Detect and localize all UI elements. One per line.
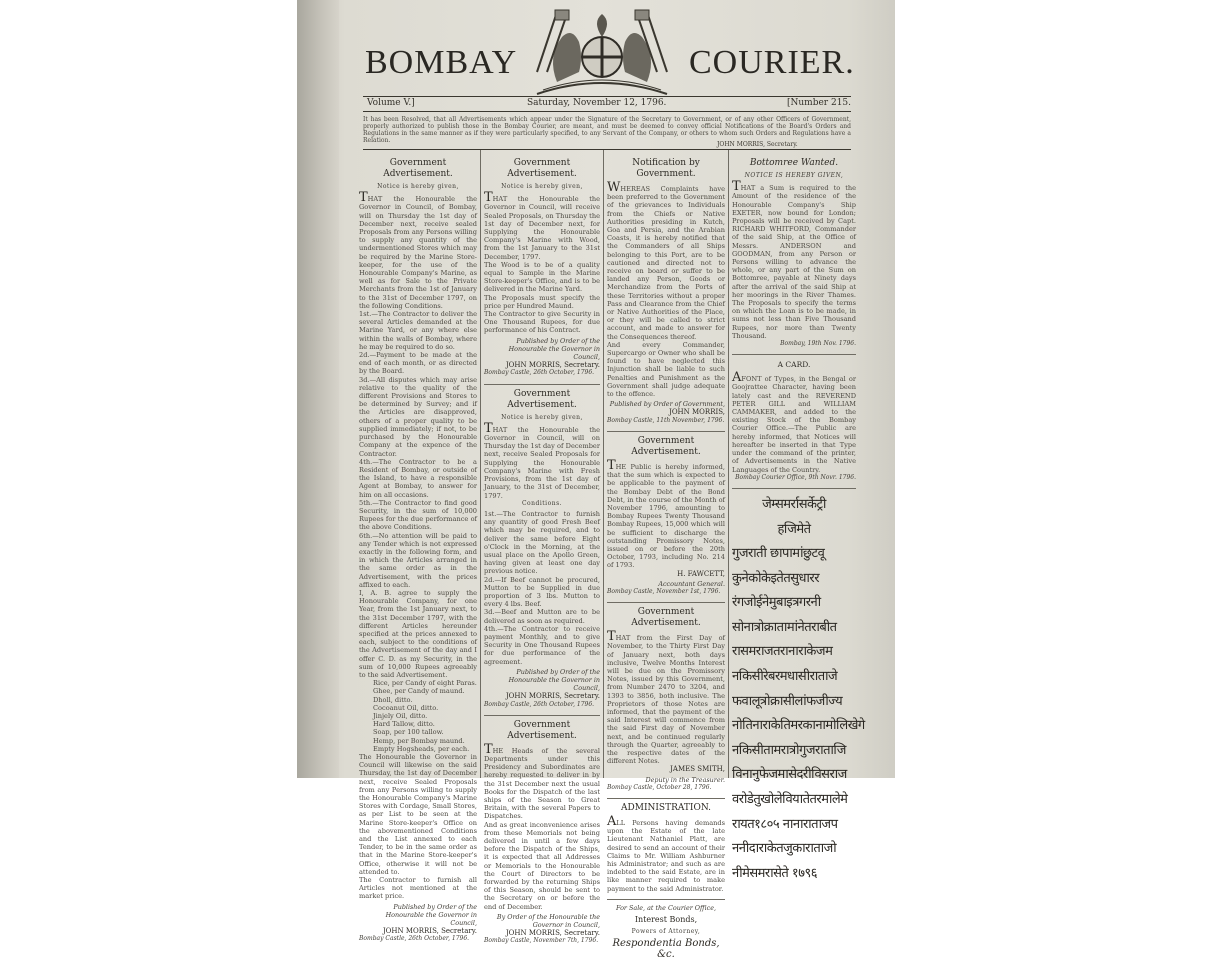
advertisement-body: And as great inconvenience arises from these Memorials not being delivered in until a few days before the Dispatch of the Ships, it is expected that all Addresses or Memorials to the Honourable the Court of Directors to be forwarded by the returning Ships of this Season, should be sent to the Secretary on or before the end of December. (484, 820, 600, 911)
devanagari-line: हजिमेते (777, 521, 811, 537)
advertisement-body: The Contractor to give Security in One Thousand Rupees, for due performance of his Contract. (484, 310, 600, 335)
advertisement-subheading: Notice is hereby given, (377, 183, 459, 190)
section-divider (607, 431, 725, 432)
previous-page-edge (297, 0, 339, 778)
advertisement-place-date: Bombay Castle, November 7th, 1796. (484, 937, 599, 945)
sale-item: Respondentia Bonds, &c. (612, 938, 720, 960)
advertisement-place-date: Bombay Castle, 26th October, 1796. (484, 700, 595, 708)
dateline-rule (363, 111, 851, 112)
advertisement-heading: Notification by Government. (632, 158, 700, 179)
advertisement-body: THAT a Sum is required to the Amount of the residence of the Honourable Company's Ship EXETER, now bound for London; Proposals will be received by Capt. RICHARD WHITFORD, Commander of the said Ship, at the Office of Messrs. ANDERSON and GOODMAN, from any Person or Persons willing to advance the whole, or any part of the Sum on Bottomree, payable at Ninety days after the arrival of the said Ship at her moorings in the River Thames. The Proposals to specify the terms on which the Loan is to be made, in sums not less than Five Thousand Rupees, nor more than Twenty Thousand. (732, 179, 856, 340)
masthead-bombay: BOMBAY (365, 44, 518, 81)
royal-crest-icon (517, 2, 687, 98)
drop-cap: T (732, 179, 741, 195)
advertisement-body: THE Public is hereby informed, that the sum which is expected to be applicable to the payment of the Bombay Debt of the Bond Debt, in the course of the Month of November 1796, amounting to Bombay Rupees Twenty Thousand Bombay Rupees, 15,000 which will be sufficient to discharge the outstanding Promissory Notes, issued on or before the 20th October, 1793, including No. 214 of 1793. (607, 457, 725, 570)
advertisement-signature: Published by Order of the Honourable the Governor in Council, (508, 667, 600, 693)
devanagari-line: कुनेकोकेइतेतसुधारर (732, 570, 820, 586)
advertisement-heading: Government Advertisement. (507, 719, 577, 741)
section-divider (607, 602, 725, 603)
sale-heading: For Sale, at the Courier Office, (615, 903, 717, 912)
devanagari-line: नोतिनाराकेतिमरकानामोलिखेगे (732, 718, 865, 734)
advertisement-body: 2d.—Payment to be made at the end of each month, or as directed by the Board. (359, 351, 477, 376)
drop-cap: T (484, 190, 493, 206)
advertisement-body: 2d.—If Beef cannot be procured, Mutton to be Supplied in due proportion of 3 lbs. Mutton to every 4 lbs. Beef. (484, 575, 600, 609)
advertisement-signature: Published by Order of Government, (609, 400, 725, 409)
advertisement-body: The Proposals must specify the price per Hundred Maund. (484, 293, 600, 310)
advertisement-signature: Deputy in the Treasurer. (645, 775, 725, 784)
item-list (359, 679, 477, 753)
devanagari-line: जेम्समर्रासर्केट्री (762, 496, 826, 512)
sale-notice (607, 904, 725, 960)
devanagari-line: वरोडेतुखोलेवियातेतरमालेमे (732, 792, 848, 808)
devanagari-notice (732, 493, 865, 887)
advertisement-heading: Government Advertisement. (507, 388, 577, 410)
advertisement-heading: Bottomree Wanted. (749, 158, 839, 168)
advertisement-body: THAT from the First Day of November, to the Thirty First Day of January next, both days inclusive, Twelve Months Interest will be due on the Promissory Notes, issued by this Government, from Number 2470 to 3204, and 1393 to 3856, both inclusive. The Proprietors of those Notes are informed, that the payment of the said Interest will commence from the said First day of November next, and be continued regularly through the Quarter, agreeably to the respective dates of the different Notes. (607, 629, 725, 766)
advertisement-heading: A CARD. (777, 360, 811, 370)
masthead-courier: COURIER. (689, 44, 855, 81)
drop-cap: A (732, 370, 742, 386)
list-item: Jinjely Oil, ditto. (373, 712, 428, 720)
advertisement-body: And every Commander, Supercargo or Owner who shall be found to have neglected this Injunction shall be liable to such Penalties and Punishment as the Government shall judge adequate to the offence. (607, 340, 725, 399)
column-2 (484, 156, 600, 945)
newspaper-page (297, 0, 895, 960)
section-divider (607, 798, 725, 799)
masthead-rule (363, 96, 851, 97)
advertisement-body: The Honourable the Governor in Council will likewise on the said Thursday, the 1st day of December next, receive Sealed Proposals from any Persons willing to supply the Honourable Company's Marine Stores with Cordage, Small Stores, as per List to be seen at the Marine Store-keeper's Office on the abovementioned Conditions and the List annexed to each Tender, to be in the same order as that in the Marine Store-keeper's Office, otherwise it will not be attended to. (359, 753, 477, 876)
devanagari-line: फवालूत्रोक्रासीलांफजीज्य (732, 693, 843, 709)
government-advertisement (359, 158, 477, 944)
card-notice (732, 359, 856, 482)
list-item: Hemp, per Bombay maund. (373, 736, 465, 745)
advertisement-body: AFONT of Types, in the Bengal or Goojrattee Character, having been lately cast and the REVEREND PETER GILL and WILLIAM CAMMAKER, and added to the existing Stock of the Bombay Courier Office.—The Public are hereby informed, that Notices will hereafter be inserted in that Type under the command of the printer, of Advertisements in the Native Languages of the Country. (732, 370, 856, 474)
conditions-heading: Conditions. (521, 499, 563, 507)
issue-number: [Number 215. (787, 98, 852, 108)
advertisement-body: THE Heads of the several Departments under this Presidency and Subordinates are hereby requested to deliver in by the 31st December next the usual Books for the Dispatch of the last ships of the Season to Great Britain, with the several Papers to Dispatches. (484, 741, 600, 821)
advertisement-subheading: Notice is hereby given, (501, 413, 583, 421)
signatory-name: JOHN MORRIS, Secretary. (505, 361, 600, 370)
official-notice: It has been Resolved, that all Advertisements which appear under the Signature of the Secretary to Government, or of any other Officers of Government, properly authorized to publish those in the Bombay Courier, are meant, and must be deemed to convey official Notifications of the Board's Orders and Regulations in the same manner as if they were particularly specified, to any Servant of the Company, or others to whom such Orders and Regulations have a Relation. (363, 116, 851, 144)
column-separator (480, 150, 481, 778)
drop-cap: T (359, 190, 368, 206)
devanagari-line: रासमराजतरानाराकेजम (732, 644, 833, 660)
advertisement-heading: Government Advertisement. (631, 607, 701, 629)
advertisement-body: 3d.—Beef and Mutton are to be delivered as soon as required. (484, 608, 600, 625)
advertisement-signature: By Order of the Honourable the Governor in Council, (496, 912, 600, 930)
column-separator (603, 150, 604, 778)
issue-date: Saturday, November 12, 1796. (527, 98, 667, 108)
advertisement-body: THAT the Honourable the Governor in Council, of Bombay, will on Thursday the 1st day of December next, receive sealed Proposals from any Persons willing to supply any quantity of the undermentioned Stores which may be required by the Marine Store-keeper, for the use of the Honourable Company's Marine, as well as for Sale to the Private Merchants from the 1st of January to the 31st of December 1797, on the following Conditions. (359, 190, 477, 310)
advertisement-body: I, A. B. agree to supply the Honourable Company, for one Year, from the 1st January next, to the 31st December 1797, with the different Articles hereunder specified at the prices annexed to each, subject to the conditions of the Advertisement of the day and I offer C. D. as my Security, in the sum of 10,000 Rupees agreeably to the said Advertisement. (359, 588, 477, 679)
advertisement-place-date: Bombay Castle, 26th October, 1796. (359, 935, 470, 943)
advertisement-signature: Published by Order of the Honourable the Governor in Council, (385, 902, 477, 928)
government-advertisement (484, 389, 600, 709)
government-advertisement (484, 158, 600, 378)
notice-rule (363, 149, 851, 150)
drop-cap: W (607, 180, 621, 195)
background-right (895, 0, 1226, 778)
advertisement-body: THAT the Honourable the Governor in Council, will receive Sealed Proposals, on Thursday the 1st day of December next, for Supplying the Honourable Company's Marine with Wood, from the 1st January to the 31st December, 1797. (484, 190, 600, 261)
administration-notice (607, 803, 725, 893)
devanagari-line: नकिसीतामरात्रोगुजराताजि (732, 742, 846, 758)
advertisement-subheading: Notice is hereby given, (501, 183, 583, 190)
section-divider (607, 899, 725, 900)
devanagari-line: नकिसीरेबरमधासीराताजे (732, 669, 838, 685)
government-advertisement (484, 720, 600, 946)
list-item: Hard Tallow, ditto. (373, 720, 435, 729)
official-notice-signature: JOHN MORRIS, Secretary. (717, 141, 798, 148)
advertisement-body: The Wood is to be of a quality equal to Sample in the Marine Store-keeper's Office, and is to be delivered in the Marine Yard. (484, 260, 600, 294)
signatory-name: H. FAWCETT, (677, 569, 725, 578)
advertisement-body: 4th.—The Contractor to receive payment Monthly, and to give Security in One Thousand Rupees for due performance of the agreement. (484, 624, 600, 666)
signatory-name: JOHN MORRIS, Secretary. (505, 929, 600, 938)
sale-item: Interest Bonds, (634, 915, 698, 925)
advertisement-place-date: Bombay Castle, October 28, 1796. (607, 783, 712, 791)
list-item: Cocoanut Oil, ditto. (373, 703, 439, 712)
advertisement-subheading: NOTICE IS HEREBY GIVEN, (744, 172, 844, 179)
drop-cap: T (607, 629, 616, 645)
advertisement-body: 3d.—All disputes which may arise relative to the quality of the different Provisions and Stores to be determined by Survey; and if the Articles are disapproved, others of a proper quality to be supplied immediately; if not, to be purchased by the Honourable Company at the expence of the Contractor. (359, 375, 477, 458)
signatory-name: JAMES SMITH, (670, 765, 725, 774)
advertisement-body: WHEREAS Complaints have been preferred to the Government of the grievances to Individuals from the Chiefs or Native Authorities presiding in Kutch, Goa and Persia, and the Arabian Coasts, it is hereby notified that the Commanders of all Ships belonging to this Port, are to be cautioned and directed not to receive on board or suffer to be landed any Person, Goods or Merchandize from the Ports of these Territories without a proper Pass and Clearance from the Chief or Native Authorities of the Place, or they will be called to strict account, and made to answer for the Consequences thereof. (607, 180, 725, 341)
devanagari-line: गुजराती छापामांछुटवू (732, 546, 825, 562)
section-divider (732, 354, 856, 355)
signatory-name: JOHN MORRIS, Secretary. (382, 927, 477, 936)
advertisement-heading: Government Advertisement. (631, 435, 701, 457)
advertisement-place-date: Bombay Courier Office, 9th Novr. 1796. (735, 473, 856, 481)
section-divider (732, 488, 856, 489)
column-3 (607, 156, 725, 960)
advertisement-heading: Government Advertisement. (507, 158, 577, 179)
section-divider (484, 384, 600, 385)
government-advertisement (607, 436, 725, 596)
drop-cap: A (607, 814, 617, 829)
advertisement-body: 4th.—The Contractor to be a Resident of Bombay, or outside of the Island, to have a responsible Agent at Bombay, to answer for him on all occasions. (359, 457, 477, 499)
advertisement-body: THAT the Honourable the Governor in Council, will on Thursday the 1st day of December next, receive Sealed Proposals for Supplying the Honourable Company's Marine with Fresh Provisions, from the 1st day of January, to the 31st of December, 1797. (484, 420, 600, 500)
advertisement-signature: Published by Order of the Honourable the Governor in Council, (508, 336, 600, 362)
advertisement-body: 5th.—The Contractor to find good Security, in the sum of 10,000 Rupees for the due performance of the above Conditions. (359, 498, 477, 532)
devanagari-line: रायत१८०५ नानाराताजप (732, 816, 838, 832)
advertisement-body: 6th.—No attention will be paid to any Tender which is not expressed exactly in the following form, and in which the Articles arranged in the same order as in the Advertisement, with the prices affixed to each. (359, 531, 477, 589)
devanagari-line: रंगजोईनेमुबाइत्रगरनी (732, 595, 821, 611)
volume-label: Volume V.] (367, 98, 415, 108)
list-item: Ghee, per Candy of maund. (373, 687, 465, 696)
drop-cap: T (607, 457, 616, 473)
advertisement-signature: Accountant General. (658, 579, 725, 588)
column-4 (732, 156, 865, 881)
government-notification (607, 158, 725, 425)
advertisement-body: 1st.—The Contractor to furnish any quantity of good Fresh Beef which may be required, and to deliver the same before Eight o'Clock in the Morning, at the usual place on the Apollo Green, having given at least one day previous notice. (484, 509, 600, 576)
signatory-name: JOHN MORRIS, (669, 408, 725, 417)
advertisement-place-date: Bombay, 19th Nov. 1796. (780, 340, 856, 348)
devanagari-line: विनानुफेजमासेदरीविसराज (732, 767, 847, 783)
background-left (0, 0, 297, 778)
advertisement-place-date: Bombay Castle, 11th November, 1796. (607, 416, 725, 424)
devanagari-line: ननीदाराकेतजुकाराताजो (732, 841, 837, 857)
advertisement-place-date: Bombay Castle, November 1st, 1796. (607, 587, 721, 595)
bottomree-notice (732, 158, 856, 348)
list-item: Empty Hogsheads, per each. (373, 744, 470, 753)
section-divider (484, 715, 600, 716)
column-1 (359, 156, 477, 943)
advertisement-place-date: Bombay Castle, 26th October, 1796. (484, 369, 595, 377)
signatory-name: JOHN MORRIS, Secretary. (505, 692, 600, 701)
advertisement-heading: ADMINISTRATION. (621, 803, 711, 813)
advertisement-body: 1st.—The Contractor to deliver the several Articles demanded at the Marine Yard, or any where else within the walls of Bombay, where he may be required to do so. (359, 310, 477, 351)
sale-item: Powers of Attorney, (631, 928, 701, 936)
list-item: Rice, per Candy of eight Paras. (373, 679, 477, 688)
drop-cap: T (484, 420, 493, 436)
devanagari-line: सोनात्रोक्रातामांनेतराबीत (732, 619, 837, 635)
advertisement-body: The Contractor to furnish all Articles not mentioned at the market price. (359, 876, 477, 901)
list-item: Soap, per 100 tallow. (373, 728, 444, 737)
advertisement-body: ALL Persons having demands upon the Estate of the late Lieutenant Nathaniel Platt, are desired to send an account of their Claims to Mr. William Ashburner his Administrator; and such as are indebted to the said Estate, are in like manner required to make payment to the said Administrator. (607, 814, 725, 893)
government-advertisement (607, 607, 725, 792)
column-separator (728, 150, 729, 778)
drop-cap: T (484, 741, 493, 757)
list-item: Dholl, ditto. (373, 695, 413, 704)
devanagari-line: नीमेसमरासेते १७९६ (732, 865, 817, 881)
advertisement-heading: Government Advertisement. (383, 158, 453, 179)
